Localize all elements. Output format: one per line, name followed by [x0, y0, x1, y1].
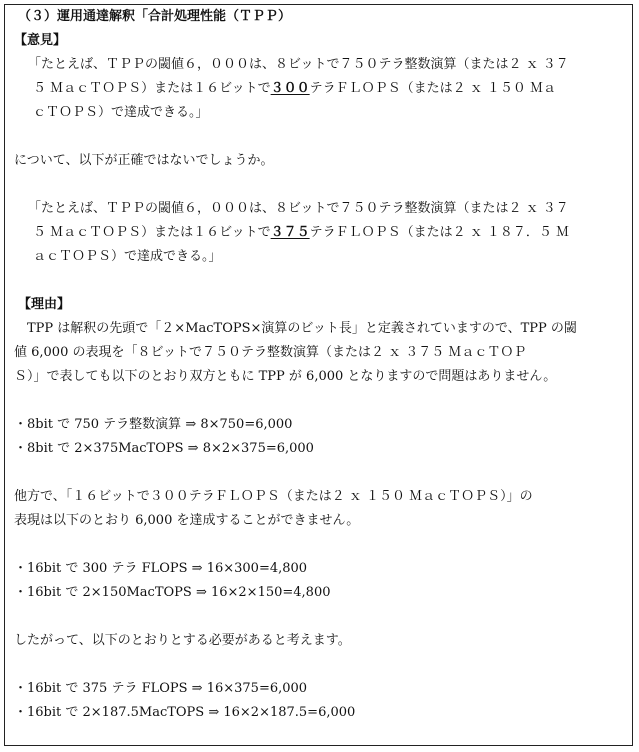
paragraph-line: 他方で、「１６ビットで３００テラＦＬＯＰＳ（または２ ｘ １５０ ＭａｃＴＯＰＳ）」の [14, 489, 533, 504]
quote-line [33, 80, 556, 98]
opinion-heading: 【意見】 [14, 33, 67, 48]
list-item: ・16bit で 2×187.5MacTOPS ⇒ 16×2×187.5=6,000 [14, 705, 356, 720]
paragraph-line: Ｓ）」で表しても以下のとおり双方ともに TPP が 6,000 となりますので問題はありません。 [14, 369, 557, 384]
quote-text: テラＦＬＯＰＳ（または２ ｘ １８７．５ Ｍ [309, 225, 570, 240]
paragraph-line: 表現は以下のとおり 6,000 を達成することができません。 [14, 513, 360, 528]
quote-line [33, 224, 569, 242]
quote-line: 「たとえば、ＴＰＰの閾値６，０００は、８ビットで７５０テラ整数演算（または２ ｘ ３７ [28, 201, 569, 216]
reason-heading: 【理由】 [18, 297, 71, 312]
list-item: ・8bit で 750 テラ整数演算 ⇒ 8×750=6,000 [14, 417, 293, 432]
conclusion-text: したがって、以下のとおりとする必要があると考えます。 [14, 633, 351, 648]
list-item: ・16bit で 300 テラ FLOPS ⇒ 16×300=4,800 [14, 561, 308, 576]
quote-line: ｃＴＯＰＳ）で達成できる。」 [33, 105, 209, 120]
quote-line: 「たとえば、ＴＰＰの閾値６，０００は、８ビットで７５０テラ整数演算（または２ ｘ ３７ [28, 57, 569, 72]
paragraph-line: 値 6,000 の表現を「８ビットで７５０テラ整数演算（または２ ｘ ３７５ ＭａｃＴＯＰ [14, 345, 527, 360]
paragraph-line: TPP は解釈の先頭で「２×MacTOPS×演算のビット長」と定義されていますので、TPP の閾 [27, 321, 577, 336]
emphasized-value: ３００ [270, 81, 310, 96]
quote-text: テラＦＬＯＰＳ（または２ ｘ １５０ Ｍａ [309, 81, 557, 96]
quote-text: ５ ＭａｃＴＯＰＳ）または１６ビットで [33, 225, 271, 240]
list-item: ・16bit で 2×150MacTOPS ⇒ 16×2×150=4,800 [14, 585, 331, 600]
emphasized-value: ３７５ [270, 225, 310, 240]
section-title: （３）運用通達解釈「合計処理性能（ＴＰＰ） [18, 9, 292, 24]
list-item: ・16bit で 375 テラ FLOPS ⇒ 16×375=6,000 [14, 681, 308, 696]
list-item: ・8bit で 2×375MacTOPS ⇒ 8×2×375=6,000 [14, 441, 314, 456]
quote-text: ５ ＭａｃＴＯＰＳ）または１６ビットで [33, 81, 271, 96]
question-text: について、以下が正確ではないでしょうか。 [14, 153, 274, 168]
quote-line: ａｃＴＯＰＳ）で達成できる。」 [33, 249, 222, 264]
